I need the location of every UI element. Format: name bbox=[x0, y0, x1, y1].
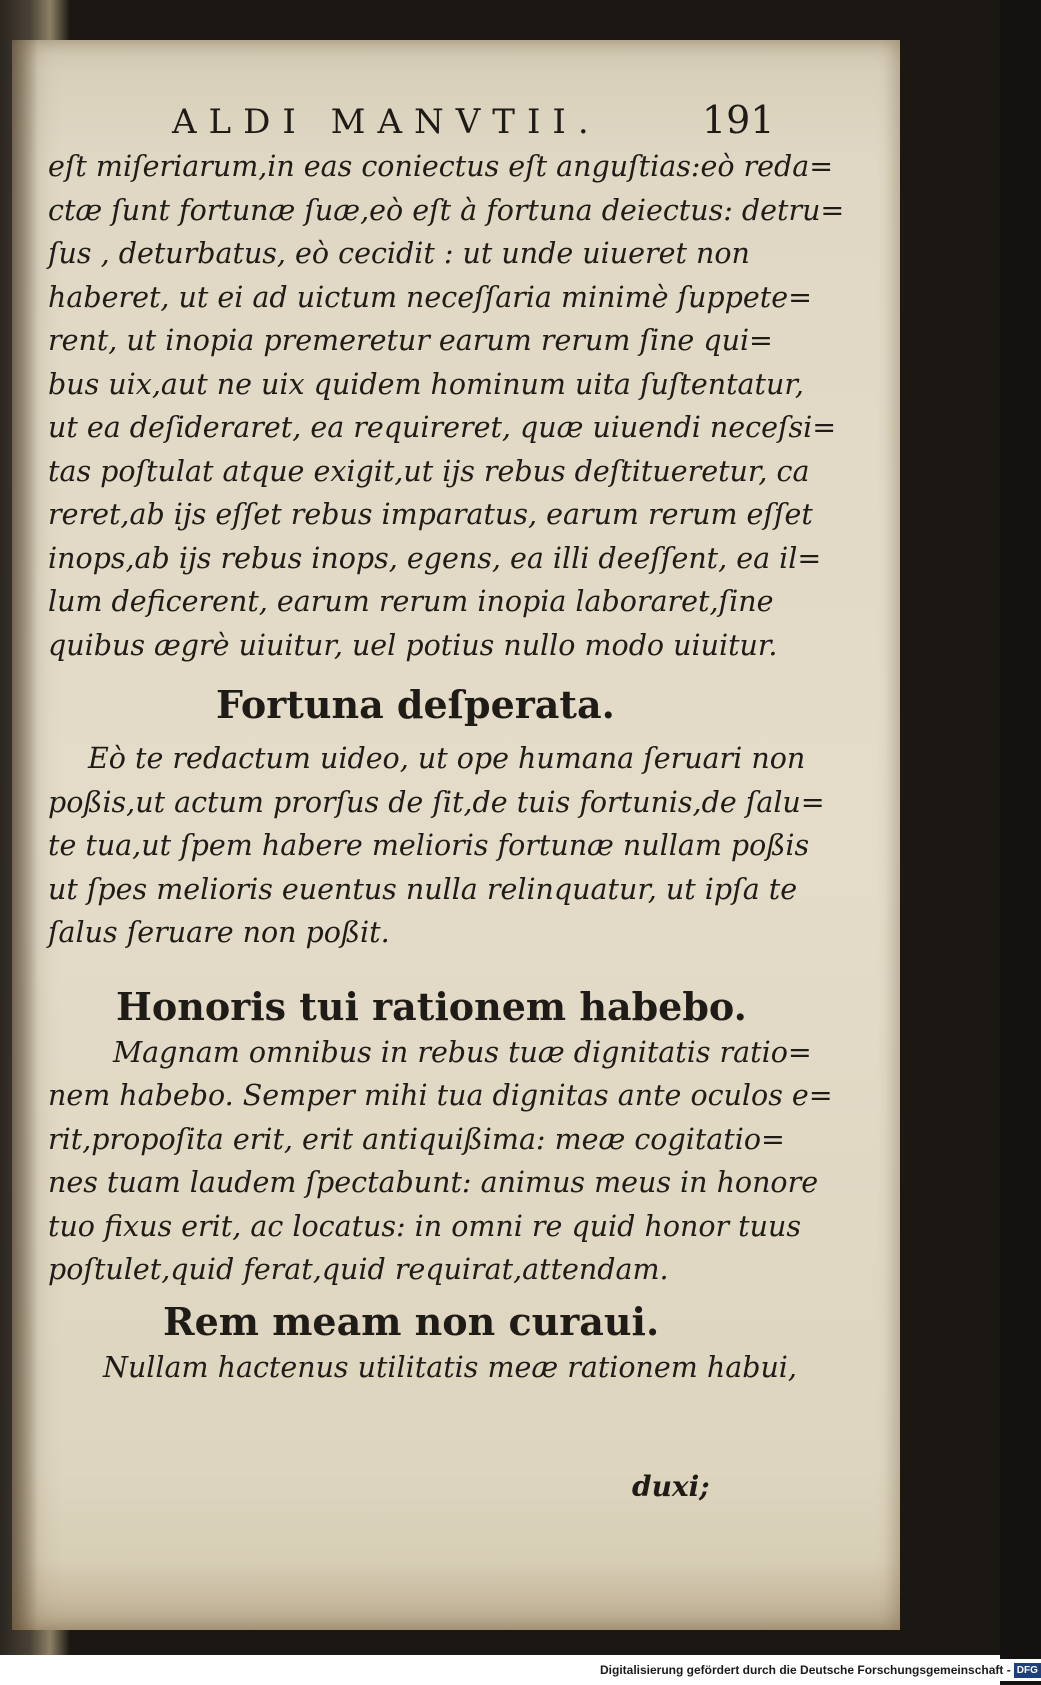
page-number: 191 bbox=[702, 98, 775, 142]
text-line: nes tuam laudem ſpectabunt: animus meus in honore bbox=[48, 1166, 819, 1199]
text-line: eſt miſeriarum,in eas coniectus eſt anguſtias:eò reda= bbox=[48, 150, 834, 183]
text-line: te tua,ut ſpem habere melioris fortunæ nullam poßis bbox=[48, 829, 810, 862]
text-line: poſtulet,quid ferat,quid requirat,attendam. bbox=[48, 1253, 669, 1286]
page-text bbox=[48, 145, 845, 1389]
text-line: bus uix,aut ne uix quidem hominum uita ſuſtentatur, bbox=[48, 367, 804, 401]
text-line: rit,propoſita erit, erit antiquißima: meæ cogitatio= bbox=[48, 1122, 785, 1156]
section-heading-honoris: Honoris tui rationem habebo. bbox=[116, 983, 747, 1029]
book-page bbox=[12, 40, 900, 1630]
text-line: nem habebo. Semper mihi tua dignitas ante oculos e= bbox=[48, 1079, 833, 1112]
paragraph-1 bbox=[48, 145, 845, 667]
text-line: ut ſpes melioris euentus nulla relinquatur, ut ipſa te bbox=[48, 872, 798, 906]
text-line: ſus , deturbatus, eò cecidit : ut unde uiueret non bbox=[48, 237, 750, 270]
running-head: ALDI MANVTII. bbox=[172, 102, 601, 142]
text-line: ſalus ſeruare non poßit. bbox=[48, 916, 390, 949]
dfg-logo: DFG bbox=[1014, 1663, 1041, 1678]
paragraph-4 bbox=[48, 1346, 797, 1390]
text-line: Magnam omnibus in rebus tuæ dignitatis ratio= bbox=[113, 1035, 812, 1069]
text-line: poßis,ut actum prorſus de ſit,de tuis fortunis,de ſalu= bbox=[48, 785, 825, 819]
catchword: duxi; bbox=[632, 1470, 710, 1503]
digitization-credit bbox=[600, 1659, 1041, 1681]
paragraph-3 bbox=[48, 1031, 833, 1292]
text-line: haberet, ut ei ad uictum neceſſaria minimè ſuppete= bbox=[48, 280, 812, 314]
text-line: reret,ab ijs eſſet rebus imparatus, earum rerum eſſet bbox=[48, 498, 813, 531]
text-line: lum deficerent, earum rerum inopia laboraret,ſine bbox=[48, 585, 774, 618]
text-line: quibus ægrè uiuitur, uel potius nullo modo uiuitur. bbox=[48, 628, 778, 662]
text-line: Nullam hactenus utilitatis meæ rationem habui, bbox=[103, 1350, 797, 1384]
text-line: tas poſtulat atque exigit,ut ijs rebus deſtitueretur, ca bbox=[48, 454, 810, 488]
text-line: Eò te redactum uideo, ut ope humana ſeruari non bbox=[88, 742, 806, 775]
paragraph-2 bbox=[48, 737, 825, 955]
section-heading-rem-meam: Rem meam non curaui. bbox=[163, 1298, 660, 1344]
text-line: tuo fixus erit, ac locatus: in omni re quid honor tuus bbox=[48, 1209, 801, 1243]
text-line: ctæ ſunt fortunæ ſuæ,eò eſt à fortuna deiectus: detru= bbox=[48, 193, 845, 227]
text-line: ut ea deſideraret, ea requireret, quæ uiuendi neceſsi= bbox=[48, 411, 837, 444]
text-line: rent, ut inopia premeretur earum rerum ſine qui= bbox=[48, 324, 773, 357]
section-heading-fortuna: Fortuna deſperata. bbox=[216, 682, 615, 727]
credit-text: Digitalisierung gefördert durch die Deutsche Forschungsgemeinschaft - bbox=[600, 1663, 1011, 1677]
text-line: inops,ab ijs rebus inops, egens, ea illi deeſſent, ea il= bbox=[48, 541, 822, 575]
